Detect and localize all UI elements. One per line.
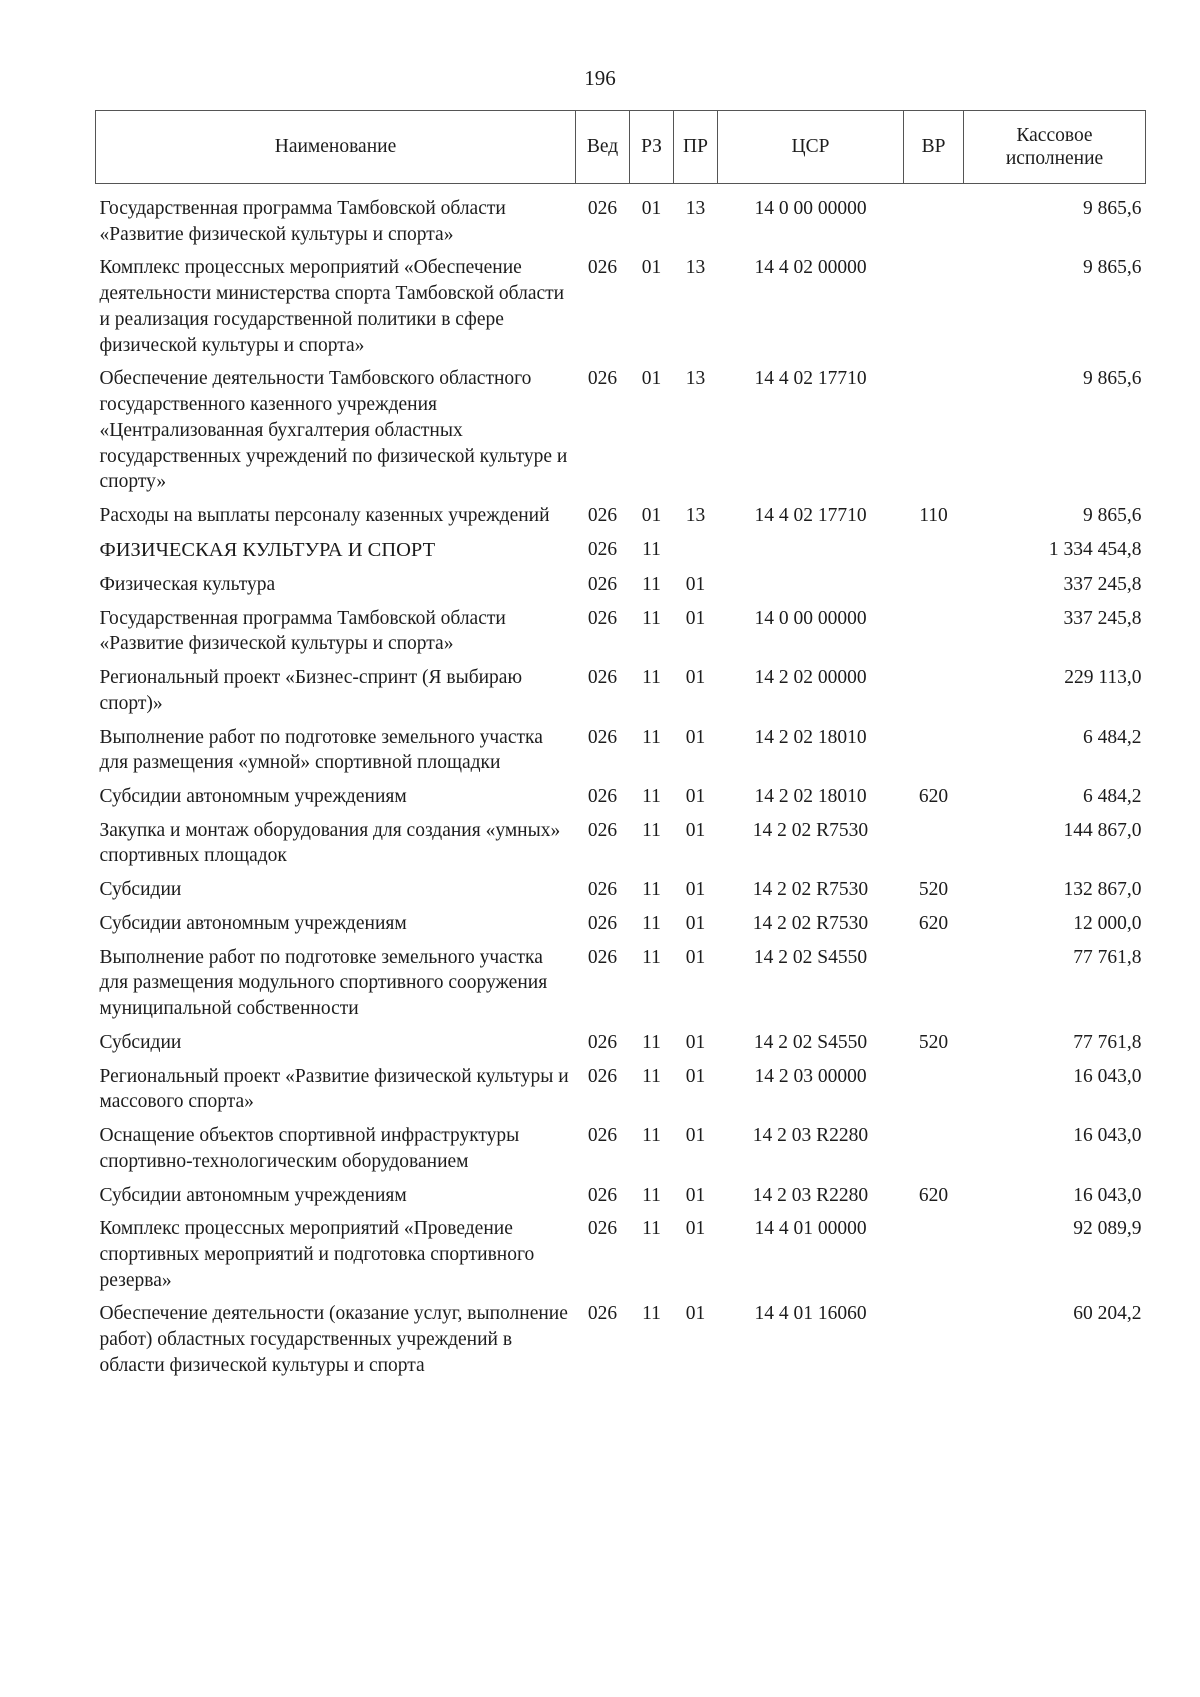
- row-csr: 14 2 02 00000: [754, 667, 867, 689]
- table-row: [96, 1027, 1146, 1061]
- row-csr: 14 2 02 S4550: [753, 946, 868, 968]
- row-rz: 11: [642, 1065, 661, 1087]
- row-name: Субсидии автономным учреждениям: [99, 786, 407, 807]
- row-vr: [904, 569, 964, 603]
- row-vr: [904, 603, 964, 662]
- row-sum: 16 043,0: [1073, 1184, 1142, 1206]
- row-name: Государственная программа Тамбовской области «Развитие физической культуры и спорта»: [99, 607, 506, 655]
- row-pr: 13: [685, 198, 706, 219]
- row-sum: 132 867,0: [1063, 879, 1142, 901]
- row-rz: 11: [642, 786, 661, 807]
- row-rz: 11: [642, 912, 661, 934]
- header-csr: ЦСР: [718, 111, 904, 184]
- row-ved: 026: [587, 1218, 618, 1240]
- row-sum: 1 334 454,8: [1048, 538, 1142, 560]
- table-row: [96, 815, 1146, 874]
- row-pr: 01: [685, 819, 706, 841]
- table-row: [96, 662, 1146, 721]
- row-csr: 14 4 02 17710: [754, 505, 867, 527]
- row-ved: 026: [587, 573, 618, 595]
- row-ved: 026: [587, 505, 618, 527]
- row-ved: 026: [587, 607, 618, 629]
- row-csr: [718, 534, 904, 569]
- table-row: [96, 252, 1146, 363]
- row-ved: 026: [587, 879, 618, 901]
- row-vr: [904, 662, 964, 721]
- page-number: 196: [584, 66, 616, 90]
- row-name: Расходы на выплаты персоналу казенных учреждений: [99, 505, 550, 527]
- row-ved: 026: [587, 1065, 618, 1087]
- table-row: [96, 1180, 1146, 1214]
- row-pr: 01: [685, 879, 706, 901]
- row-rz: 11: [642, 667, 661, 689]
- row-sum: 16 043,0: [1073, 1065, 1142, 1087]
- row-vr: [904, 184, 964, 253]
- row-sum: 337 245,8: [1063, 607, 1142, 629]
- row-pr: 01: [685, 1184, 706, 1206]
- row-csr: 14 2 02 S4550: [753, 1031, 868, 1053]
- row-sum: 144 867,0: [1063, 819, 1142, 841]
- row-vr: 620: [918, 1184, 949, 1206]
- table-row: [96, 942, 1146, 1027]
- row-ved: 026: [587, 1184, 618, 1206]
- row-ved: 026: [587, 667, 618, 689]
- row-csr: 14 4 02 00000: [754, 257, 867, 279]
- row-sum: 229 113,0: [1064, 667, 1142, 689]
- table-row: [96, 569, 1146, 603]
- row-csr: 14 2 02 R7530: [752, 879, 869, 901]
- row-rz: 01: [641, 505, 662, 527]
- row-rz: 11: [642, 1031, 661, 1053]
- row-pr: 01: [685, 726, 706, 748]
- row-ved: 026: [587, 198, 618, 219]
- table-row: [96, 184, 1146, 253]
- header-vr: ВР: [904, 111, 964, 184]
- row-rz: 11: [642, 538, 661, 560]
- row-name: Обеспечение деятельности Тамбовского областного государственного казенного учреждения «Централизованная бухгалтерия областных государственных учреждений по физической культуре и спорту»: [99, 368, 568, 493]
- row-csr: 14 2 03 00000: [754, 1065, 867, 1087]
- row-vr: 620: [918, 786, 949, 807]
- row-csr: 14 4 01 00000: [754, 1218, 867, 1240]
- row-name: Субсидии: [99, 1031, 182, 1053]
- row-csr: 14 2 02 R7530: [752, 912, 869, 934]
- header-name: Наименование: [96, 111, 576, 184]
- row-pr: [674, 534, 718, 569]
- row-vr: [904, 815, 964, 874]
- row-pr: 01: [685, 912, 706, 934]
- row-pr: 13: [685, 257, 706, 279]
- row-vr: [904, 942, 964, 1027]
- row-csr: 14 2 02 18010: [754, 786, 867, 807]
- row-ved: 026: [587, 819, 618, 841]
- row-vr: [904, 1120, 964, 1179]
- row-sum: 77 761,8: [1073, 946, 1142, 968]
- table-row: [96, 1213, 1146, 1298]
- table-row: [96, 1298, 1146, 1383]
- row-name: Государственная программа Тамбовской области «Развитие физической культуры и спорта»: [99, 198, 506, 245]
- row-sum: 9 865,6: [1083, 257, 1142, 279]
- header-ved: Вед: [576, 111, 630, 184]
- row-csr: 14 2 03 R2280: [752, 1184, 869, 1206]
- row-name: Комплекс процессных мероприятий «Проведение спортивных мероприятий и подготовка спортивного резерва»: [99, 1218, 535, 1291]
- row-name: ФИЗИЧЕСКАЯ КУЛЬТУРА И СПОРТ: [99, 538, 436, 561]
- row-vr: 620: [918, 912, 949, 934]
- row-vr: [904, 1298, 964, 1383]
- row-vr: [904, 363, 964, 500]
- row-name: Закупка и монтаж оборудования для создания «умных» спортивных площадок: [99, 819, 561, 867]
- row-name: Обеспечение деятельности (оказание услуг, выполнение работ) областных государственных учреждений в области физической культуры и спорта: [99, 1303, 568, 1376]
- table-body: [96, 184, 1146, 1384]
- row-csr: [718, 569, 904, 603]
- row-sum: 9 865,6: [1083, 198, 1142, 219]
- budget-table: [95, 110, 1146, 1384]
- table-row: [96, 603, 1146, 662]
- table-row: [96, 781, 1146, 815]
- row-name: Субсидии: [99, 879, 182, 901]
- row-csr: 14 2 02 R7530: [752, 819, 869, 841]
- row-rz: 11: [642, 1303, 661, 1325]
- row-pr: 01: [685, 786, 706, 807]
- row-vr: 520: [918, 879, 949, 901]
- row-name: Комплекс процессных мероприятий «Обеспечение деятельности министерства спорта Тамбовской области и реализация государственной политики в сфере физической культуры и спорта»: [99, 257, 565, 356]
- row-pr: 01: [685, 1303, 706, 1325]
- row-sum: 92 089,9: [1073, 1218, 1142, 1240]
- row-sum: 16 043,0: [1073, 1125, 1142, 1147]
- row-pr: 01: [685, 1125, 706, 1147]
- row-name: Выполнение работ по подготовке земельного участка для размещения модульного спортивного сооружения муниципальной собственности: [99, 946, 548, 1020]
- row-name: Выполнение работ по подготовке земельного участка для размещения «умной» спортивной площадки: [99, 726, 543, 774]
- header-pr: ПР: [674, 111, 718, 184]
- row-rz: 01: [641, 198, 662, 219]
- row-sum: 6 484,2: [1083, 786, 1142, 807]
- table-row: [96, 500, 1146, 534]
- row-sum: 60 204,2: [1073, 1303, 1142, 1325]
- row-rz: 11: [642, 1218, 661, 1240]
- row-pr: 01: [685, 946, 706, 968]
- row-sum: 6 484,2: [1083, 726, 1142, 748]
- row-name: Субсидии автономным учреждениям: [99, 1184, 407, 1206]
- row-ved: 026: [587, 726, 618, 748]
- row-vr: [904, 534, 964, 569]
- row-csr: 14 4 02 17710: [754, 368, 867, 390]
- table-row: [96, 874, 1146, 908]
- row-sum: 77 761,8: [1073, 1031, 1142, 1053]
- row-ved: 026: [587, 1125, 618, 1147]
- row-rz: 11: [642, 607, 661, 629]
- row-sum: 9 865,6: [1083, 368, 1142, 390]
- row-csr: 14 2 02 18010: [754, 726, 867, 748]
- table-row: [96, 908, 1146, 942]
- row-rz: 11: [642, 573, 661, 595]
- row-rz: 11: [642, 1125, 661, 1147]
- row-pr: 13: [685, 368, 706, 390]
- row-rz: 11: [642, 819, 661, 841]
- row-vr: [904, 722, 964, 781]
- row-name: Физическая культура: [99, 573, 276, 595]
- row-csr: 14 2 03 R2280: [752, 1125, 869, 1147]
- row-rz: 01: [641, 257, 662, 279]
- row-name: Субсидии автономным учреждениям: [99, 912, 407, 934]
- table-row: [96, 1120, 1146, 1179]
- row-rz: 11: [642, 726, 661, 748]
- row-rz: 11: [642, 879, 661, 901]
- row-name: Региональный проект «Развитие физической культуры и массового спорта»: [99, 1065, 569, 1113]
- row-ved: 026: [587, 1031, 618, 1053]
- row-ved: 026: [587, 257, 618, 279]
- row-vr: 110: [919, 505, 948, 527]
- row-pr: 01: [685, 1218, 706, 1240]
- table-row: [96, 722, 1146, 781]
- row-pr: 01: [685, 607, 706, 629]
- row-ved: 026: [587, 786, 618, 807]
- table-row: [96, 363, 1146, 500]
- row-ved: 026: [587, 368, 618, 390]
- row-pr: 01: [685, 1031, 706, 1053]
- row-rz: 01: [641, 368, 662, 390]
- row-pr: 13: [685, 505, 706, 527]
- row-csr: 14 0 00 00000: [754, 198, 867, 219]
- row-rz: 11: [642, 1184, 661, 1206]
- row-sum: 337 245,8: [1063, 573, 1142, 595]
- row-csr: 14 0 00 00000: [754, 607, 867, 629]
- row-vr: [904, 1213, 964, 1298]
- row-sum: 12 000,0: [1073, 912, 1142, 934]
- table-header: [96, 111, 1146, 184]
- row-ved: 026: [587, 538, 618, 560]
- header-rz: РЗ: [630, 111, 674, 184]
- row-csr: 14 4 01 16060: [754, 1303, 867, 1325]
- row-name: Региональный проект «Бизнес-спринт (Я выбираю спорт)»: [99, 667, 523, 714]
- row-ved: 026: [587, 946, 618, 968]
- row-pr: 01: [685, 667, 706, 689]
- row-vr: [904, 252, 964, 363]
- row-vr: 520: [918, 1031, 949, 1053]
- row-ved: 026: [587, 1303, 618, 1325]
- row-pr: 01: [685, 573, 706, 595]
- row-ved: 026: [587, 912, 618, 934]
- row-sum: 9 865,6: [1083, 505, 1142, 527]
- row-name: Оснащение объектов спортивной инфраструктуры спортивно-технологическим оборудованием: [99, 1125, 520, 1172]
- table-row: [96, 534, 1146, 569]
- row-vr: [904, 1061, 964, 1120]
- header-sum: Кассовое исполнение: [964, 111, 1146, 184]
- row-rz: 11: [642, 946, 661, 968]
- table-row: [96, 1061, 1146, 1120]
- row-pr: 01: [685, 1065, 706, 1087]
